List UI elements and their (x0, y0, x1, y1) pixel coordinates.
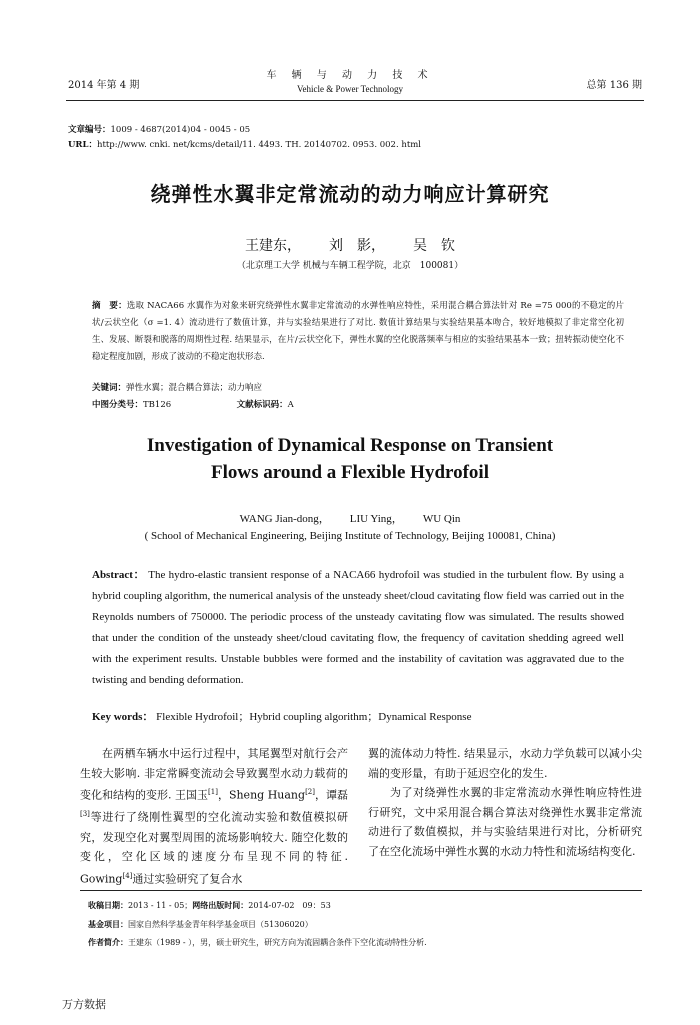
classification (92, 398, 294, 410)
author-bio-label: 作者简介： (88, 938, 128, 947)
keywords-en-text: Flexible Hydrofoil；Hybrid coupling algorithm；Dynamical Response (156, 711, 472, 723)
author-cn-3: 吴 钦 (413, 238, 455, 254)
citation-3[interactable]: [3] (80, 810, 90, 819)
article-number (68, 123, 250, 135)
author-bio-text: 王建东（1989 - ），男，硕士研究生，研究方向为流固耦合条件下空化流动特性分析. (128, 938, 427, 947)
author-en-1: WANG Jian-dong， (239, 513, 330, 525)
abstract-en-label: Abstract： (92, 569, 146, 581)
abstract-cn-text: 选取 NACA66 水翼作为对象来研究绕弹性水翼非定常流动的水弹性响应特性，采用混合耦合算法针对 Re =75 000的不稳定的片状/云状空化（σ =1. 4）流动进行了数值计算，并与实验结果进行了对比. 数值计算结果与实验结果基本吻合，较好地模拟了非定常空化初生、发展、断裂和脱落的周期性过程. 结果显示，在片/云状空化下，弹性水翼的空化脱落频率与相应的实验结果基本一致；扭转振动使空化不稳定程度加剧，形成了波动的不稳定泡状形态. (92, 301, 624, 362)
abstract-cn-label: 摘 要： (92, 301, 127, 311)
keywords-cn (92, 381, 262, 393)
footnote-dates (88, 900, 331, 911)
citation-2[interactable]: [2] (305, 788, 315, 797)
fund-label: 基金项目： (88, 920, 128, 929)
citation-4[interactable]: [4] (122, 871, 133, 880)
body-column-right (368, 744, 642, 862)
received-date: 2013 - 11 - 05； (128, 901, 193, 910)
intro-text-d: 等进行了绕刚性翼型的空化流动实验和数值模拟研究，发现空化对翼型周围的流场影响较大. 随空化数的变化，空化区域的速度分布呈现不同的特征. Gowing (80, 811, 348, 886)
doc-code-value: A (287, 400, 294, 410)
received-label: 收稿日期： (88, 901, 128, 910)
clc-label: 中图分类号： (92, 400, 144, 410)
clc-value: TB126 (143, 400, 172, 410)
intro-text-e: 通过实验研究了复合水 (132, 872, 243, 886)
online-label: 网络出版时间： (192, 901, 249, 910)
paper-title-en-line1: Investigation of Dynamical Response on Transient (146, 435, 554, 456)
intro-text-b: ，Sheng Huang (217, 788, 306, 802)
article-number-value: 1009 - 4687(2014)04 - 0045 - 05 (110, 125, 251, 135)
journal-title-cn: 车 辆 与 动 力 技 术 (266, 70, 434, 81)
keywords-en-label: Key words： (92, 711, 154, 723)
intro-paragraph-1-cont: 翼的流体动力特性. 结果显示，水动力学负载可以减小尖端的变形量，有助于延迟空化的发生. (368, 747, 642, 780)
online-date: 2014-07-02 09：53 (248, 901, 331, 910)
footnote-fund (88, 919, 313, 930)
paper-title-en-line2: Flows around a Flexible Hydrofoil (211, 462, 489, 483)
affiliation-cn: （北京理工大学 机械与车辆工程学院，北京 100081） (236, 261, 464, 271)
abstract-en-text: The hydro-elastic transient response of a NACA66 hydrofoil was studied in the turbulent flow. By using a hybrid coupling algorithm, the numerical analysis of the unsteady sheet/cloud cavitating flow field was carried out in the Reynolds numbers of 750000. The periodic process of the unsteady cavitating flow was simulated. The results showed that under the condition of the unsteady sheet/cloud cavitating flow, the frequency of cavitation shedding agreed well with the experiment results. Unstable bubbles were formed and the instability of cavitation was aggravated due to the twisting and bending deformation. (92, 569, 624, 686)
footnote-divider (80, 890, 642, 891)
author-cn-2: 刘 影， (329, 238, 385, 254)
article-url (68, 138, 421, 150)
authors-en (0, 510, 700, 526)
abstract-en (92, 565, 624, 691)
fund-text: 国家自然科学基金青年科学基金项目（51306020） (128, 920, 313, 929)
author-en-2: LIU Ying， (349, 513, 403, 525)
doc-code-label: 文献标识码： (236, 400, 288, 410)
keywords-cn-label: 关键词： (92, 383, 127, 393)
citation-1[interactable]: [1] (208, 788, 218, 797)
paper-title-en (0, 432, 700, 486)
article-number-label: 文章编号： (68, 125, 111, 135)
affiliation-en: ( School of Mechanical Engineering, Beijing Institute of Technology, Beijing 100081, China) (144, 530, 556, 542)
keywords-en (92, 708, 471, 724)
footnote-author (88, 937, 427, 948)
url-value[interactable]: http://www. cnki. net/kcms/detail/11. 4493. TH. 20140702. 0953. 002. html (96, 140, 422, 150)
keywords-cn-text: 弹性水翼；混合耦合算法；动力响应 (126, 383, 263, 393)
intro-paragraph-1 (80, 744, 348, 889)
intro-text-c: ，谭磊 (314, 788, 348, 802)
header-divider (66, 100, 644, 101)
url-label: URL： (68, 140, 97, 150)
author-en-3: WU Qin (422, 513, 461, 525)
watermark: 万方数据 (62, 998, 106, 1011)
issue-label: 2014 年第 4 期 (68, 80, 140, 91)
intro-text-a: 在两栖车辆水中运行过程中，其尾翼型对航行会产生较大影响. 非定常瞬变流动会导致翼型水动力载荷的变化和结构的变形. 王国玉 (80, 747, 348, 802)
paper-title-cn: 绕弹性水翼非定常流动的动力响应计算研究 (150, 182, 550, 206)
authors-cn (0, 235, 700, 255)
body-column-left (80, 744, 348, 889)
abstract-cn (92, 298, 624, 366)
author-cn-1: 王建东， (245, 238, 301, 254)
total-issue-label: 总第 136 期 (586, 80, 642, 91)
journal-title-en: Vehicle & Power Technology (297, 84, 403, 94)
intro-paragraph-2: 为了对绕弹性水翼的非定常流动水弹性响应特性进行研究，文中采用混合耦合算法对绕弹性水翼非定常流动进行了数值模拟，并与实验结果进行对比，分析研究了在空化流场中弹性水翼的水动力特性和流场结构变化. (368, 786, 642, 858)
